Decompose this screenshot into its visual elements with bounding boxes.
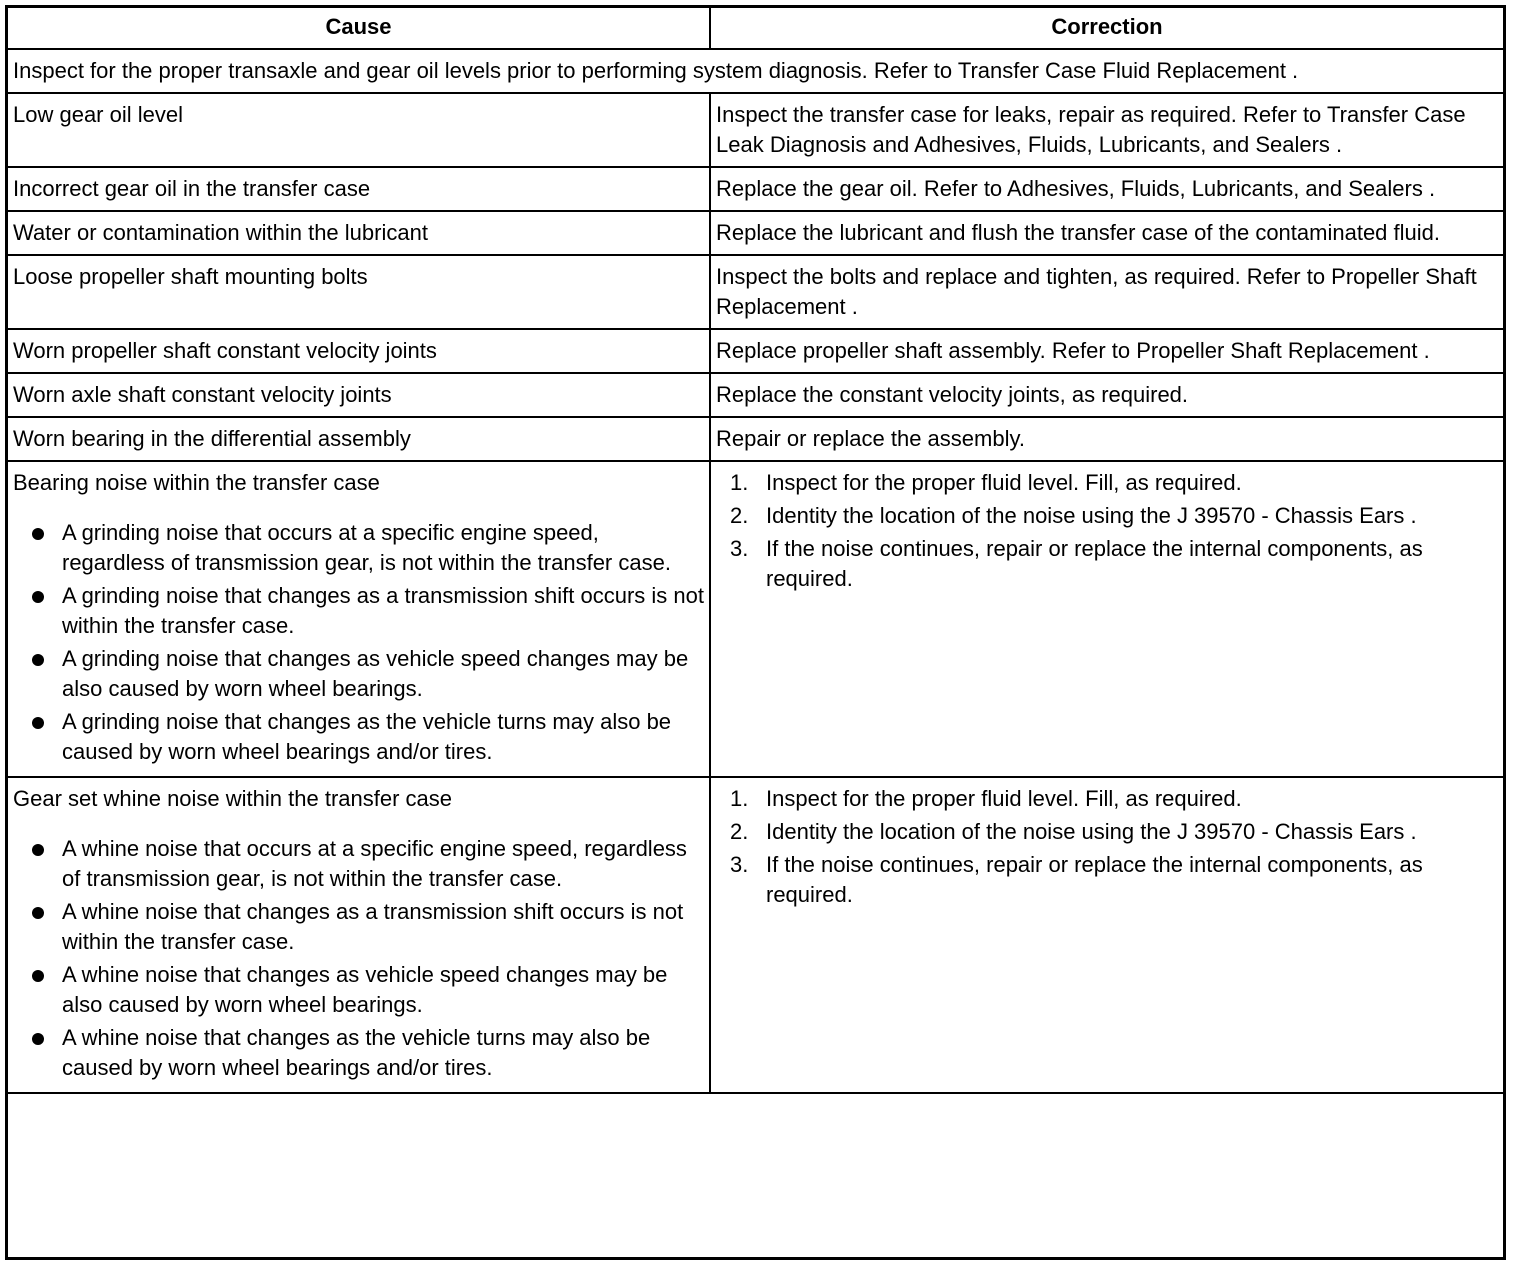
step-number: 1. <box>730 786 749 811</box>
correction-cell: Replace propeller shaft assembly. Refer to Propeller Shaft Replacement . <box>710 329 1503 373</box>
step-text: Identity the location of the noise using the J 39570 - Chassis Ears . <box>766 819 1417 844</box>
header-row <box>8 8 1503 49</box>
step-number: 3. <box>730 536 749 561</box>
cause-cell: Water or contamination within the lubricant <box>8 211 710 255</box>
list-item: A grinding noise that occurs at a specific engine speed, regardless of transmission gear, is not within the transfer case. <box>62 518 705 578</box>
step-text: Inspect for the proper fluid level. Fill, as required. <box>766 786 1242 811</box>
list-item: A grinding noise that changes as the vehicle turns may also be caused by worn wheel bearings and/or tires. <box>62 707 705 767</box>
list-item: A whine noise that changes as the vehicle turns may also be caused by worn wheel bearings and/or tires. <box>62 1023 705 1083</box>
list-item: A grinding noise that changes as a transmission shift occurs is not within the transfer case. <box>62 581 705 641</box>
cause-bullet-list <box>13 518 705 767</box>
list-item <box>730 534 1499 594</box>
correction-cell: Replace the gear oil. Refer to Adhesives, Fluids, Lubricants, and Sealers . <box>710 167 1503 211</box>
step-number: 3. <box>730 852 749 877</box>
correction-cell: Replace the constant velocity joints, as required. <box>710 373 1503 417</box>
cause-heading: Bearing noise within the transfer case <box>13 470 380 495</box>
list-item <box>730 850 1499 910</box>
step-number: 2. <box>730 819 749 844</box>
table-row <box>8 167 1503 211</box>
cause-cell: Worn bearing in the differential assembly <box>8 417 710 461</box>
cause-cell <box>8 777 710 1093</box>
cause-cell: Incorrect gear oil in the transfer case <box>8 167 710 211</box>
step-number: 2. <box>730 503 749 528</box>
cause-heading: Gear set whine noise within the transfer case <box>13 786 453 811</box>
cause-bullet-list <box>13 834 705 1083</box>
table-row <box>8 417 1503 461</box>
table-row-gear-whine <box>8 777 1503 1093</box>
list-item: A whine noise that changes as vehicle speed changes may be also caused by worn wheel bearings. <box>62 960 705 1020</box>
note-cell: Inspect for the proper transaxle and gear oil levels prior to performing system diagnosis. Refer to Transfer Case Fluid Replacement . <box>8 49 1503 93</box>
list-item <box>730 784 1499 814</box>
cause-cell: Loose propeller shaft mounting bolts <box>8 255 710 329</box>
cause-header: Cause <box>8 8 710 49</box>
correction-cell <box>710 461 1503 777</box>
correction-cell: Inspect the bolts and replace and tighten, as required. Refer to Propeller Shaft Replacement . <box>710 255 1503 329</box>
cause-cell: Low gear oil level <box>8 93 710 167</box>
step-number: 1. <box>730 470 749 495</box>
list-item: A whine noise that changes as a transmission shift occurs is not within the transfer case. <box>62 897 705 957</box>
correction-step-list <box>716 784 1499 910</box>
table-row <box>8 329 1503 373</box>
correction-cell: Replace the lubricant and flush the transfer case of the contaminated fluid. <box>710 211 1503 255</box>
correction-header: Correction <box>710 8 1503 49</box>
table-row <box>8 211 1503 255</box>
list-item <box>730 817 1499 847</box>
cause-cell: Worn propeller shaft constant velocity joints <box>8 329 710 373</box>
correction-cell <box>710 777 1503 1093</box>
table-row <box>8 373 1503 417</box>
correction-cell: Inspect the transfer case for leaks, repair as required. Refer to Transfer Case Leak Diagnosis and Adhesives, Fluids, Lubricants, and Sealers . <box>710 93 1503 167</box>
table-row <box>8 255 1503 329</box>
diagnosis-table-frame <box>5 5 1506 1260</box>
list-item: A whine noise that occurs at a specific engine speed, regardless of transmission gear, is not within the transfer case. <box>62 834 705 894</box>
note-row <box>8 49 1503 93</box>
cause-cell: Worn axle shaft constant velocity joints <box>8 373 710 417</box>
correction-step-list <box>716 468 1499 594</box>
step-text: Inspect for the proper fluid level. Fill, as required. <box>766 470 1242 495</box>
diagnosis-table <box>8 8 1503 1094</box>
step-text: Identity the location of the noise using the J 39570 - Chassis Ears . <box>766 503 1417 528</box>
step-text: If the noise continues, repair or replace the internal components, as required. <box>766 536 1423 591</box>
correction-cell: Repair or replace the assembly. <box>710 417 1503 461</box>
table-row <box>8 93 1503 167</box>
table-row-bearing-noise <box>8 461 1503 777</box>
list-item <box>730 501 1499 531</box>
list-item <box>730 468 1499 498</box>
list-item: A grinding noise that changes as vehicle speed changes may be also caused by worn wheel bearings. <box>62 644 705 704</box>
step-text: If the noise continues, repair or replace the internal components, as required. <box>766 852 1423 907</box>
cause-cell <box>8 461 710 777</box>
